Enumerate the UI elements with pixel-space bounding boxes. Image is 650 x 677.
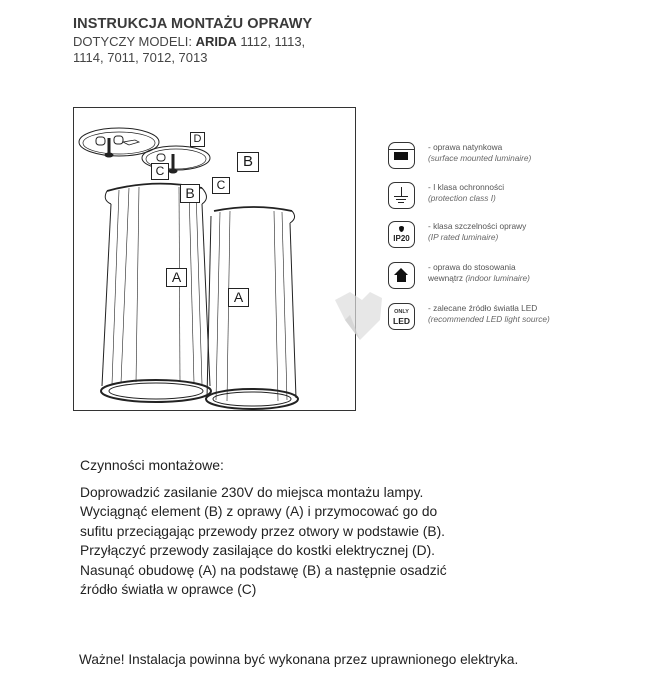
legend-text-en: (protection class I) [428,192,496,203]
lamp-housing-2 [206,207,298,409]
models-prefix: DOTYCZY MODELI: [73,34,196,49]
legend-text-pl: - zalecane źródło światła LED [428,303,538,313]
lamp-housing-1 [101,184,211,402]
document-title: INSTRUKCJA MONTAŻU OPRAWY [73,16,313,32]
label-d: D [190,132,205,147]
legend-text-pl: - klasa szczelności oprawy [428,221,527,231]
ground-protection-icon [388,182,415,209]
section-title: Czynności montażowe: [80,457,224,473]
legend-item-led [386,303,636,333]
instruction-line: Nasunąć obudowę (A) na podstawę (B) a następnie osadzić [80,562,447,578]
instruction-line: źródło światła w oprawce (C) [80,581,257,597]
mounting-plate-1 [79,128,159,157]
instruction-steps [80,483,447,599]
legend-text-pl: - oprawa do stosowania [428,262,516,272]
instruction-line: Wyciągnąć element (B) z oprawy (A) i przymocować go do [80,504,438,520]
models-line1: 1112, 1113, [236,34,306,49]
label-a-1: A [166,268,187,287]
warning-note: Ważne! Instalacja powinna być wykonana przez uprawnionego elektryka. [79,652,519,667]
legend-text-en: (surface mounted luminaire) [428,152,532,163]
instruction-line: Doprowadzić zasilanie 230V do miejsca montażu lampy. [80,485,424,500]
legend-text-pl: - I klasa ochronności [428,182,505,192]
legend-text-en: (recommended LED light source) [428,313,550,324]
models-info [73,34,353,66]
ip20-icon: IP20 [388,221,415,248]
label-c-2: C [212,177,230,194]
model-name: ARIDA [195,34,237,49]
surface-mounted-icon [388,142,415,169]
legend-item-surface [386,142,636,172]
label-b-plate: B [237,152,259,172]
legend-text-pl-2: wewnątrz [428,272,466,283]
instruction-line: Przyłączyć przewody zasilające do kostki elektrycznej (D). [80,543,436,559]
legend-text-en: (indoor luminaire) [465,272,530,283]
legend-item-indoor [386,262,636,292]
only-led-icon: ONLY LED [388,303,415,330]
assembly-diagram [73,107,356,411]
legend-item-protection [386,182,636,212]
legend-item-ip [386,221,636,251]
legend-text-en: (IP rated luminaire) [428,231,499,242]
water-drop-icon [399,226,404,232]
label-b-base: B [180,184,200,203]
label-c-1: C [151,163,169,180]
legend-text-pl: - oprawa natynkowa [428,142,503,152]
indoor-house-icon [388,262,415,289]
models-line2: 1114, 7011, 7012, 7013 [73,50,208,65]
lamp-drawing [74,108,355,410]
label-a-2: A [228,288,249,307]
instruction-line: sufitu przeciągając przewody przez otwory w podstawie (B). [80,523,446,539]
